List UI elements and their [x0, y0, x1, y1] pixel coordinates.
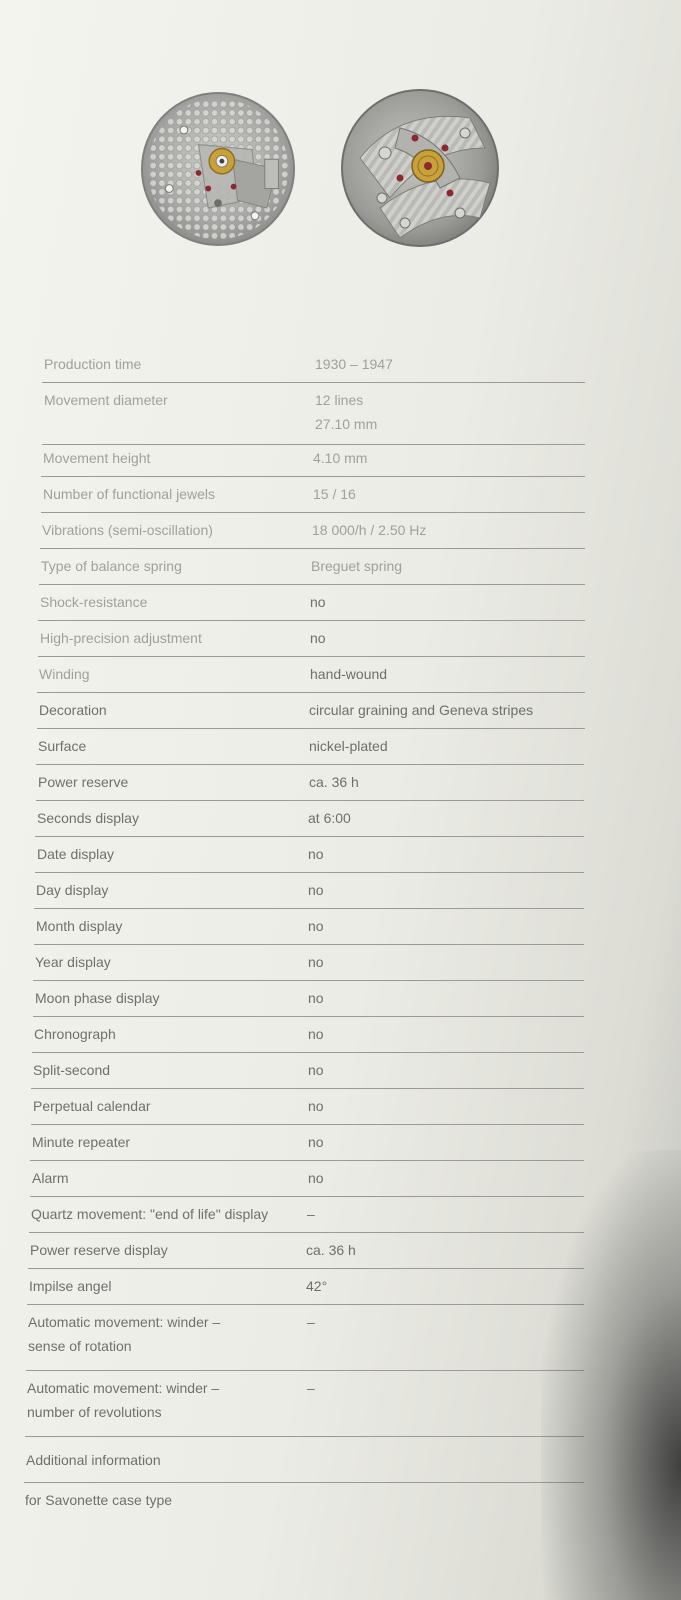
spec-label: Power reserve display	[30, 1242, 168, 1258]
spec-value: circular graining and Geneva stripes	[309, 702, 534, 718]
spec-row	[41, 482, 585, 513]
spec-row	[37, 698, 585, 729]
spec-row	[30, 1166, 584, 1197]
spec-row	[25, 1376, 584, 1437]
movement-dial-side-image	[140, 91, 296, 247]
spec-label: Additional information	[26, 1452, 161, 1468]
spec-label: Alarm	[32, 1170, 69, 1186]
spec-value: 12 lines	[315, 392, 364, 408]
movement-bridge-side-image	[340, 88, 500, 248]
spec-label: Winding	[39, 666, 90, 682]
spec-value: 18 000/h / 2.50 Hz	[312, 522, 427, 538]
spec-row	[34, 878, 584, 909]
spec-value: –	[307, 1380, 315, 1396]
spec-label: Year display	[35, 954, 111, 970]
spec-value: Breguet spring	[311, 558, 403, 574]
spec-row	[31, 1094, 584, 1125]
spec-label: Seconds display	[37, 810, 139, 826]
spec-row	[29, 1202, 584, 1233]
spec-row	[42, 388, 585, 445]
spec-value: nickel-plated	[309, 738, 388, 754]
spec-value: –	[307, 1314, 315, 1330]
spec-row	[27, 1274, 584, 1305]
spec-label: Movement height	[43, 450, 151, 466]
spec-value: ca. 36 h	[309, 774, 359, 790]
spec-label: Date display	[37, 846, 115, 862]
spec-row	[33, 950, 584, 981]
spec-label: Month display	[36, 918, 123, 934]
spec-row	[33, 986, 584, 1017]
spec-label: Quartz movement: "end of life" display	[31, 1206, 269, 1222]
movement-illustrations	[0, 86, 681, 266]
spec-label: High-precision adjustment	[40, 630, 202, 646]
spec-row	[36, 734, 584, 765]
spec-value: –	[307, 1206, 315, 1222]
spec-label: Vibrations (semi-oscillation)	[42, 522, 213, 538]
spec-label: Movement diameter	[44, 392, 168, 408]
spec-row	[26, 1310, 584, 1371]
spec-value: 27.10 mm	[315, 416, 378, 432]
spec-row	[28, 1238, 584, 1269]
spec-value: no	[308, 990, 324, 1006]
spec-label: Perpetual calendar	[33, 1098, 151, 1114]
spec-value: no	[308, 918, 324, 934]
spec-value: no	[310, 630, 326, 646]
spec-row	[42, 352, 585, 383]
spec-row	[38, 626, 585, 657]
spec-row	[23, 1488, 584, 1518]
spec-value: no	[310, 594, 326, 610]
spec-value: no	[308, 1026, 324, 1042]
spec-label: for Savonette case type	[25, 1492, 173, 1508]
spec-row	[41, 446, 585, 477]
spec-row	[24, 1448, 584, 1483]
spec-value: no	[308, 846, 324, 862]
spec-value: no	[308, 1170, 324, 1186]
spec-value: at 6:00	[308, 810, 351, 826]
spec-label: Production time	[44, 356, 142, 372]
spec-value: no	[308, 954, 324, 970]
spec-row	[39, 554, 585, 585]
spec-row	[34, 914, 584, 945]
spec-label: Decoration	[39, 702, 107, 718]
spec-label: Power reserve	[38, 774, 129, 790]
spec-row	[31, 1058, 584, 1089]
spec-label: Automatic movement: winder – sense of rotation	[28, 1314, 221, 1354]
spec-value: hand-wound	[310, 666, 388, 682]
spec-value: ca. 36 h	[306, 1242, 356, 1258]
spec-row	[35, 842, 584, 873]
spec-row	[36, 770, 584, 801]
spec-row	[32, 1022, 584, 1053]
spec-value: 4.10 mm	[313, 450, 368, 466]
spec-value: no	[308, 882, 324, 898]
spec-row	[35, 806, 584, 837]
spec-row	[37, 662, 585, 693]
spec-row	[38, 590, 585, 621]
spec-label: Number of functional jewels	[43, 486, 215, 502]
spec-label: Day display	[36, 882, 109, 898]
spec-label: Impilse angel	[29, 1278, 112, 1294]
spec-label: Chronograph	[34, 1026, 116, 1042]
spec-value: no	[308, 1062, 324, 1078]
spec-label: Surface	[38, 738, 87, 754]
spec-label: Automatic movement: winder – number of revolutions	[27, 1380, 220, 1420]
spec-row	[30, 1130, 584, 1161]
spec-label: Type of balance spring	[41, 558, 182, 574]
spec-value: 1930 – 1947	[315, 356, 393, 372]
spec-label: Shock-resistance	[40, 594, 148, 610]
spec-value: 15 / 16	[313, 486, 356, 502]
spec-label: Minute repeater	[32, 1134, 131, 1150]
spec-value: 42°	[306, 1278, 328, 1294]
spec-value: no	[308, 1134, 324, 1150]
spec-label: Moon phase display	[35, 990, 160, 1006]
spec-value: no	[308, 1098, 324, 1114]
spec-row	[40, 518, 585, 549]
spec-label: Split-second	[33, 1062, 111, 1078]
